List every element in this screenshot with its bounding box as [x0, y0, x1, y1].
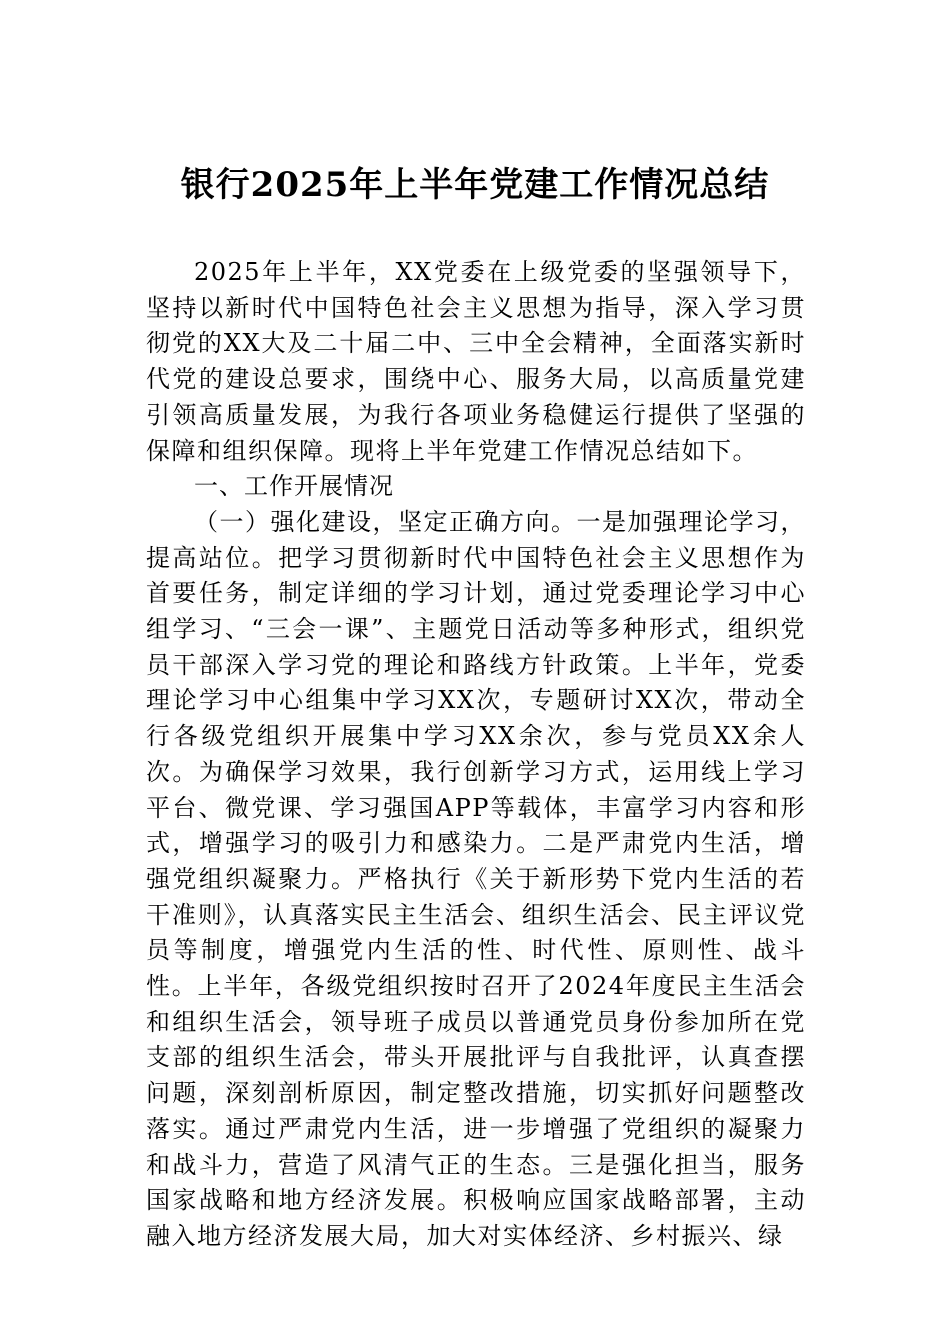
document-body: [146, 255, 806, 1255]
section-paragraph: （一）强化建设，坚定正确方向。一是加强理论学习，提高站位。把学习贯彻新时代中国特色社会主义思想作为首要任务，制定详细的学习计划，通过党委理论学习中心组学习、“三会一课”、主题党日活动等多种形式，组织党员干部深入学习党的理论和路线方针政策。上半年，党委理论学习中心组集中学习XX次，专题研讨XX次，带动全行各级党组织开展集中学习XX余次，参与党员XX余人次。为确保学习效果，我行创新学习方式，运用线上学习平台、微党课、学习强国APP等载体，丰富学习内容和形式，增强学习的吸引力和感染力。二是严肃党内生活，增强党组织凝聚力。严格执行《关于新形势下党内生活的若干准则》，认真落实民主生活会、组织生活会、民主评议党员等制度，增强党内生活的性、时代性、原则性、战斗性。上半年，各级党组织按时召开了2024年度民主生活会和组织生活会，领导班子成员以普通党员身份参加所在党支部的组织生活会，带头开展批评与自我批评，认真查摆问题，深刻剖析原因，制定整改措施，切实抓好问题整改落实。通过严肃党内生活，进一步增强了党组织的凝聚力和战斗力，营造了风清气正的生态。三是强化担当，服务国家战略和地方经济发展。积极响应国家战略部署，主动融入地方经济发展大局，加大对实体经济、乡村振兴、绿: [146, 507, 806, 1250]
intro-paragraph: 2025年上半年，XX党委在上级党委的坚强领导下，坚持以新时代中国特色社会主义思想为指导，深入学习贯彻党的XX大及二十届二中、三中全会精神，全面落实新时代党的建设总要求，围绕中心、服务大局，以高质量党建引领高质量发展，为我行各项业务稳健运行提供了坚强的保障和组织保障。现将上半年党建工作情况总结如下。: [146, 258, 806, 465]
section-heading: 一、工作开展情况: [194, 472, 394, 501]
document-title: 银行2025年上半年党建工作情况总结: [180, 165, 770, 205]
